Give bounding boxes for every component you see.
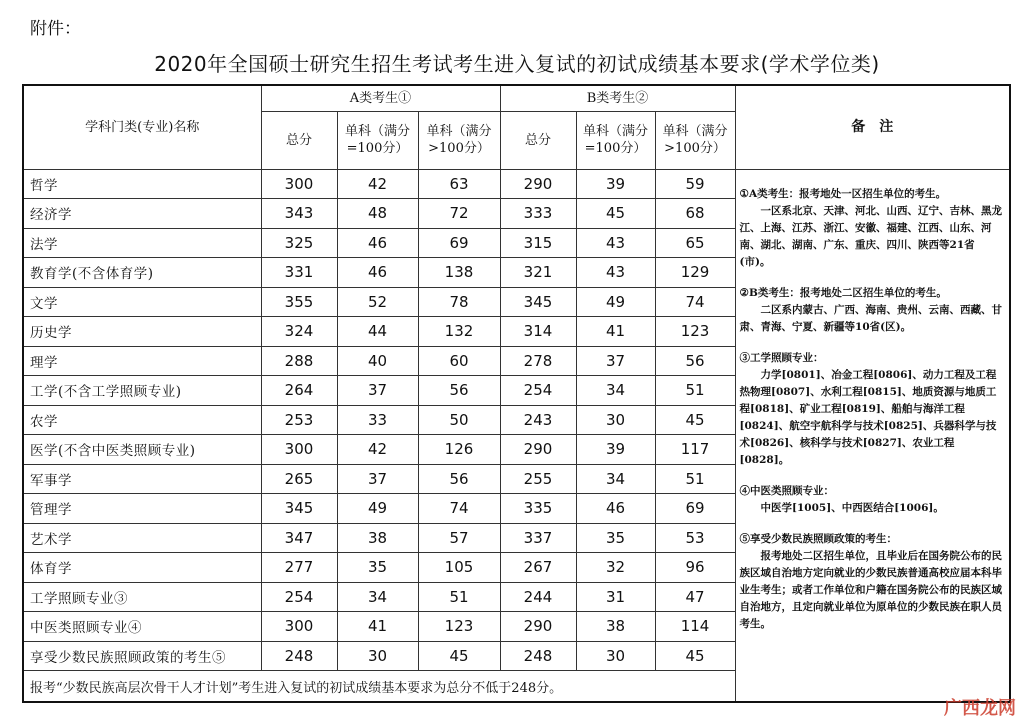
score-cell-a-sgt: 72: [418, 199, 500, 229]
score-requirements-table: [22, 84, 1011, 703]
score-cell-b-s100: 38: [576, 612, 655, 642]
score-cell-b-total: 315: [500, 228, 576, 258]
score-cell-b-s100: 30: [576, 641, 655, 671]
score-cell-b-s100: 32: [576, 553, 655, 583]
score-cell-b-sgt: 123: [655, 317, 735, 347]
score-cell-b-total: 248: [500, 641, 576, 671]
score-cell-a-sgt: 57: [418, 523, 500, 553]
score-cell-b-sgt: 45: [655, 641, 735, 671]
score-cell-a-s100: 46: [337, 228, 418, 258]
score-cell-b-total: 335: [500, 494, 576, 524]
score-cell-a-s100: 30: [337, 641, 418, 671]
score-cell-b-total: 243: [500, 405, 576, 435]
subject-name: 工学照顾专业③: [23, 582, 261, 612]
score-cell-a-total: 300: [261, 612, 337, 642]
score-cell-a-total: 277: [261, 553, 337, 583]
note-body: 报考地处二区招生单位，且毕业后在国务院公布的民族区域自治地方定向就业的少数民族普通高校应届本科毕业生考生；或者工作单位和户籍在国务院公布的民族区域自治地方，且定向就业单位为原单位的少数民族在职人员考生。: [739, 549, 1003, 630]
subject-name: 享受少数民族照顾政策的考生⑤: [23, 641, 261, 671]
score-cell-b-sgt: 68: [655, 199, 735, 229]
score-cell-a-total: 248: [261, 641, 337, 671]
score-cell-a-sgt: 56: [418, 376, 500, 406]
note-title: ②B类考生：报考地处二区招生单位的考生。: [739, 286, 947, 299]
score-cell-a-total: 288: [261, 346, 337, 376]
score-cell-b-sgt: 114: [655, 612, 735, 642]
score-cell-b-sgt: 51: [655, 464, 735, 494]
score-cell-a-sgt: 45: [418, 641, 500, 671]
note: [740, 350, 1004, 469]
score-cell-b-sgt: 51: [655, 376, 735, 406]
score-cell-b-total: 278: [500, 346, 576, 376]
score-cell-a-total: 355: [261, 287, 337, 317]
note: [740, 285, 1004, 336]
score-cell-a-s100: 42: [337, 435, 418, 465]
score-cell-a-s100: 33: [337, 405, 418, 435]
score-cell-b-sgt: 129: [655, 258, 735, 288]
score-cell-b-sgt: 56: [655, 346, 735, 376]
score-cell-a-s100: 34: [337, 582, 418, 612]
score-cell-a-sgt: 138: [418, 258, 500, 288]
score-cell-b-total: 333: [500, 199, 576, 229]
score-cell-b-total: 255: [500, 464, 576, 494]
watermark-logo: 广西龙网: [944, 698, 1016, 719]
score-cell-b-s100: 37: [576, 346, 655, 376]
score-cell-b-total: 321: [500, 258, 576, 288]
score-cell-a-total: 331: [261, 258, 337, 288]
note-title: ⑤享受少数民族照顾政策的考生：: [739, 532, 898, 545]
score-cell-b-total: 267: [500, 553, 576, 583]
score-cell-a-s100: 37: [337, 464, 418, 494]
header-group-a: A类考生①: [261, 85, 500, 111]
subject-name: 农学: [23, 405, 261, 435]
score-cell-b-s100: 43: [576, 228, 655, 258]
score-cell-b-total: 290: [500, 612, 576, 642]
score-cell-b-total: 290: [500, 435, 576, 465]
score-cell-b-s100: 49: [576, 287, 655, 317]
score-cell-b-s100: 39: [576, 169, 655, 199]
header-a-single-gt100: 单科（满分>100分）: [418, 111, 500, 169]
document-title: 2020年全国硕士研究生招生考试考生进入复试的初试成绩基本要求(学术学位类): [154, 52, 880, 76]
subject-name: 军事学: [23, 464, 261, 494]
score-cell-b-sgt: 47: [655, 582, 735, 612]
header-group-b: B类考生②: [500, 85, 735, 111]
score-cell-a-sgt: 60: [418, 346, 500, 376]
score-cell-a-total: 265: [261, 464, 337, 494]
score-cell-a-s100: 35: [337, 553, 418, 583]
header-a-total: 总分: [261, 111, 337, 169]
score-cell-a-s100: 44: [337, 317, 418, 347]
score-cell-a-sgt: 50: [418, 405, 500, 435]
score-cell-b-sgt: 69: [655, 494, 735, 524]
score-cell-a-s100: 38: [337, 523, 418, 553]
table-row: [23, 169, 1010, 199]
subject-name: 体育学: [23, 553, 261, 583]
subject-name: 工学(不含工学照顾专业): [23, 376, 261, 406]
score-cell-b-sgt: 59: [655, 169, 735, 199]
score-cell-b-total: 314: [500, 317, 576, 347]
note-body: 力学[0801]、冶金工程[0806]、动力工程及工程热物理[0807]、水利工程[0815]、地质资源与地质工程[0818]、矿业工程[0819]、船舶与海洋工程[0824]、航空宇航科学与技术[0825]、兵器科学与技术[0826]、核科学与技术[0827]、农业工程[0828]。: [739, 368, 997, 466]
score-cell-a-total: 300: [261, 435, 337, 465]
score-cell-b-sgt: 117: [655, 435, 735, 465]
score-cell-a-sgt: 78: [418, 287, 500, 317]
score-cell-b-s100: 34: [576, 464, 655, 494]
score-cell-b-sgt: 65: [655, 228, 735, 258]
score-cell-a-total: 325: [261, 228, 337, 258]
header-b-single-100: 单科（满分=100分）: [576, 111, 655, 169]
score-cell-a-total: 264: [261, 376, 337, 406]
score-cell-a-sgt: 105: [418, 553, 500, 583]
score-cell-a-sgt: 51: [418, 582, 500, 612]
score-cell-a-sgt: 132: [418, 317, 500, 347]
score-cell-a-s100: 37: [337, 376, 418, 406]
header-b-single-gt100: 单科（满分>100分）: [655, 111, 735, 169]
subject-name: 中医类照顾专业④: [23, 612, 261, 642]
score-cell-a-sgt: 126: [418, 435, 500, 465]
note-title: ④中医类照顾专业：: [739, 484, 835, 497]
score-cell-a-s100: 49: [337, 494, 418, 524]
note-title: ①A类考生：报考地处一区招生单位的考生。: [739, 187, 947, 200]
attachment-label: 附件：: [30, 19, 81, 39]
score-cell-a-total: 345: [261, 494, 337, 524]
score-cell-b-sgt: 53: [655, 523, 735, 553]
note-title: ③工学照顾专业：: [739, 351, 824, 364]
subject-name: 教育学(不含体育学): [23, 258, 261, 288]
header-remarks: 备 注: [735, 85, 1010, 169]
score-cell-a-s100: 40: [337, 346, 418, 376]
score-cell-b-s100: 31: [576, 582, 655, 612]
score-cell-b-total: 337: [500, 523, 576, 553]
score-cell-b-sgt: 45: [655, 405, 735, 435]
subject-name: 管理学: [23, 494, 261, 524]
note-body: 一区系北京、天津、河北、山西、辽宁、吉林、黑龙江、上海、江苏、浙江、安徽、福建、江西、山东、河南、湖北、湖南、广东、重庆、四川、陕西等21省(市)。: [739, 204, 1003, 268]
score-cell-a-sgt: 74: [418, 494, 500, 524]
score-cell-b-s100: 34: [576, 376, 655, 406]
footnote-text: 报考“少数民族高层次骨干人才计划”考生进入复试的初试成绩基本要求为总分不低于248分。: [23, 671, 735, 703]
subject-name: 历史学: [23, 317, 261, 347]
score-cell-a-s100: 46: [337, 258, 418, 288]
score-cell-a-total: 343: [261, 199, 337, 229]
subject-name: 医学(不含中医类照顾专业): [23, 435, 261, 465]
score-cell-a-total: 254: [261, 582, 337, 612]
score-cell-a-sgt: 63: [418, 169, 500, 199]
subject-name: 法学: [23, 228, 261, 258]
subject-name: 哲学: [23, 169, 261, 199]
score-cell-a-total: 347: [261, 523, 337, 553]
note: [740, 483, 1004, 517]
score-cell-a-s100: 48: [337, 199, 418, 229]
header-a-single-100: 单科（满分=100分）: [337, 111, 418, 169]
subject-name: 经济学: [23, 199, 261, 229]
note-body: 中医学[1005]、中西医结合[1006]。: [760, 501, 944, 514]
header-subject: 学科门类(专业)名称: [23, 85, 261, 169]
subject-name: 艺术学: [23, 523, 261, 553]
score-cell-b-s100: 35: [576, 523, 655, 553]
score-cell-b-s100: 30: [576, 405, 655, 435]
score-cell-a-s100: 42: [337, 169, 418, 199]
score-cell-b-total: 244: [500, 582, 576, 612]
score-cell-b-total: 254: [500, 376, 576, 406]
score-cell-a-total: 300: [261, 169, 337, 199]
score-cell-b-sgt: 96: [655, 553, 735, 583]
score-cell-b-sgt: 74: [655, 287, 735, 317]
score-cell-b-total: 345: [500, 287, 576, 317]
subject-name: 文学: [23, 287, 261, 317]
header-b-total: 总分: [500, 111, 576, 169]
score-cell-b-total: 290: [500, 169, 576, 199]
score-cell-a-s100: 41: [337, 612, 418, 642]
subject-name: 理学: [23, 346, 261, 376]
score-cell-a-sgt: 56: [418, 464, 500, 494]
score-cell-a-total: 324: [261, 317, 337, 347]
score-cell-a-sgt: 69: [418, 228, 500, 258]
score-cell-a-s100: 52: [337, 287, 418, 317]
score-cell-b-s100: 41: [576, 317, 655, 347]
note: [740, 186, 1004, 271]
note-body: 二区系内蒙古、广西、海南、贵州、云南、西藏、甘肃、青海、宁夏、新疆等10省(区)。: [739, 303, 1003, 333]
note: [740, 531, 1004, 633]
score-cell-b-s100: 46: [576, 494, 655, 524]
score-cell-b-s100: 43: [576, 258, 655, 288]
score-cell-a-total: 253: [261, 405, 337, 435]
score-cell-b-s100: 39: [576, 435, 655, 465]
score-cell-b-s100: 45: [576, 199, 655, 229]
score-cell-a-sgt: 123: [418, 612, 500, 642]
remarks-notes: [735, 169, 1010, 702]
